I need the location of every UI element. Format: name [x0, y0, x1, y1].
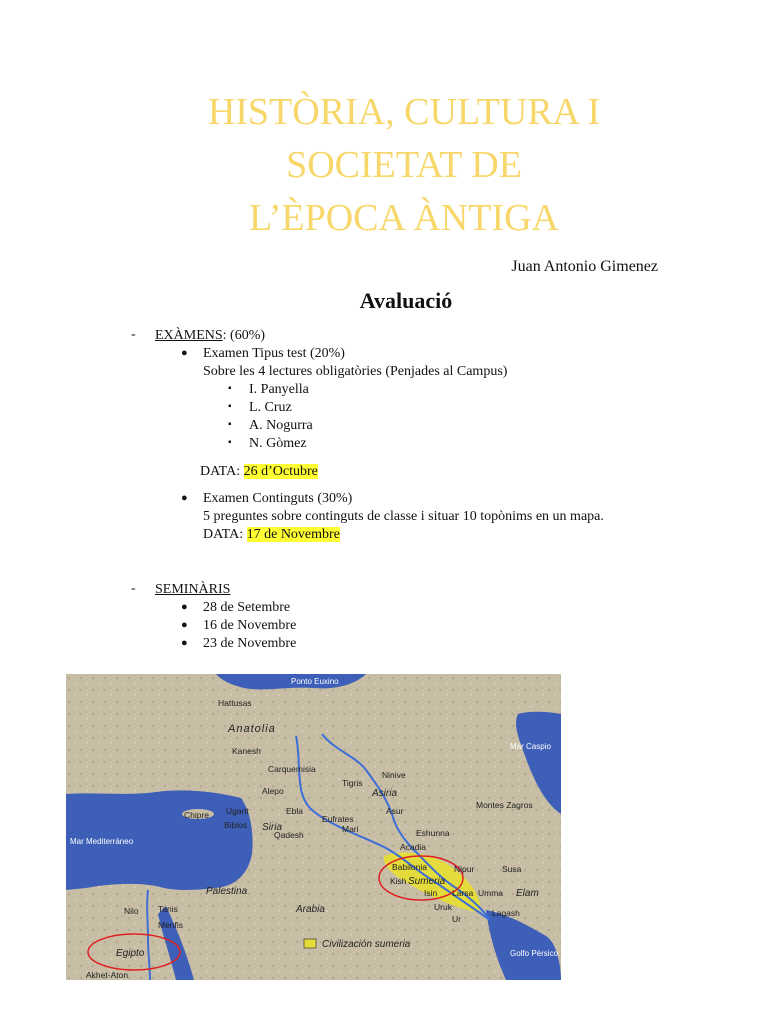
- map-label: Asur: [386, 806, 404, 816]
- map-label: Montes Zagros: [476, 800, 533, 810]
- map-label: Siria: [262, 822, 283, 833]
- seminars-heading: [155, 581, 230, 599]
- document-title: [0, 86, 768, 245]
- exams-heading: [155, 327, 265, 345]
- author-name: Juan Antonio Gimenez: [511, 258, 658, 275]
- map-label: Nipur: [454, 864, 475, 874]
- map-label: Eufrates: [322, 814, 354, 824]
- map-label: Hattusas: [218, 698, 252, 708]
- map-label: Lagash: [492, 908, 520, 918]
- seminar-date: 28 de Setembre: [203, 600, 291, 615]
- test-exam-label: Examen Tipus test (20%): [203, 346, 345, 361]
- test-exam-description: Sobre les 4 lectures obligatòries (Penjades al Campus): [203, 364, 508, 379]
- map-label: Qadesh: [274, 830, 304, 840]
- reading-item: N. Gòmez: [249, 436, 307, 451]
- section-title: Avaluació: [359, 288, 453, 313]
- seminars-label: SEMINÀRIS: [155, 582, 231, 597]
- exams-dash: -: [131, 327, 136, 342]
- map-label: Sumeria: [408, 876, 446, 887]
- map-label: Mar Mediterráneo: [70, 837, 134, 846]
- bullet-icon: ●: [181, 619, 188, 631]
- map-svg: [66, 674, 561, 980]
- square-bullet-icon: ▪: [228, 401, 232, 412]
- content-exam-date: [203, 526, 340, 544]
- bullet-icon: ●: [181, 601, 188, 613]
- map-label: Akhet-Aton: [86, 970, 129, 980]
- bullet-icon: ●: [181, 637, 188, 649]
- content-exam-description: 5 preguntes sobre continguts de classe i situar 10 topònims en un mapa.: [203, 509, 604, 524]
- map-label: Elam: [516, 888, 539, 899]
- seminar-date: 23 de Novembre: [203, 636, 297, 651]
- title-line-1: HISTÒRIA, CULTURA I: [207, 91, 601, 133]
- square-bullet-icon: ▪: [228, 383, 232, 394]
- reading-item: A. Nogurra: [249, 418, 313, 433]
- map-label: Isin: [424, 888, 438, 898]
- map-label: Susa: [502, 864, 522, 874]
- map-label: Asiria: [372, 788, 398, 799]
- map-label: Tanis: [158, 904, 178, 914]
- map-label: Tigris: [342, 778, 363, 788]
- map-label: Alepo: [262, 786, 284, 796]
- map-label: Umma: [478, 888, 504, 898]
- content-exam-label: Examen Continguts (30%): [203, 491, 353, 506]
- map-label: Biblos: [224, 820, 248, 830]
- reading-item: I. Panyella: [249, 382, 309, 397]
- exams-weight: : (60%): [222, 328, 266, 343]
- map-label: Mari: [342, 824, 359, 834]
- date-value: 26 d’Octubre: [243, 464, 318, 479]
- exams-label: EXÀMENS: [155, 328, 223, 343]
- map-label: Ninive: [382, 770, 406, 780]
- map-label: Uruk: [434, 902, 452, 912]
- map-label: Egipto: [116, 948, 145, 959]
- square-bullet-icon: ▪: [228, 419, 232, 430]
- mesopotamia-map: [66, 674, 561, 980]
- map-label: Ebla: [286, 806, 304, 816]
- date-label: DATA:: [200, 464, 244, 479]
- map-label: Ur: [452, 914, 461, 924]
- map-label: Golfo Pérsico: [510, 949, 559, 958]
- map-label: Eshunna: [416, 828, 450, 838]
- bullet-icon: ●: [181, 347, 188, 359]
- test-exam-date: [200, 463, 318, 481]
- map-label: Anatolia: [228, 723, 276, 735]
- map-label: Acadia: [400, 842, 426, 852]
- reading-item: L. Cruz: [249, 400, 292, 415]
- map-label: Kish: [390, 876, 407, 886]
- title-line-2: SOCIETAT DE: [286, 144, 522, 186]
- map-legend-label: Civilización sumeria: [322, 939, 411, 950]
- square-bullet-icon: ▪: [228, 437, 232, 448]
- map-label: Ugarit: [226, 806, 249, 816]
- map-label: Nilo: [124, 906, 139, 916]
- seminar-date: 16 de Novembre: [203, 618, 297, 633]
- map-label: Ponto Euxino: [291, 677, 339, 686]
- map-label: Mar Caspio: [510, 742, 551, 751]
- map-label: Carquemisia: [268, 764, 316, 774]
- map-label: Palestina: [206, 886, 248, 897]
- map-label: Babilonia: [392, 862, 427, 872]
- legend-swatch: [304, 939, 316, 948]
- seminars-dash: -: [131, 581, 136, 596]
- map-label: Menfis: [158, 920, 184, 930]
- bullet-icon: ●: [181, 492, 188, 504]
- map-label: Arabia: [296, 904, 325, 915]
- map-label: Kanesh: [232, 746, 261, 756]
- map-label: Chipre: [184, 810, 210, 820]
- date-label: DATA:: [203, 527, 247, 542]
- title-line-3: L’ÈPOCA ÀNTIGA: [249, 197, 559, 239]
- map-label: Larsa: [452, 888, 474, 898]
- date-value: 17 de Novembre: [246, 527, 340, 542]
